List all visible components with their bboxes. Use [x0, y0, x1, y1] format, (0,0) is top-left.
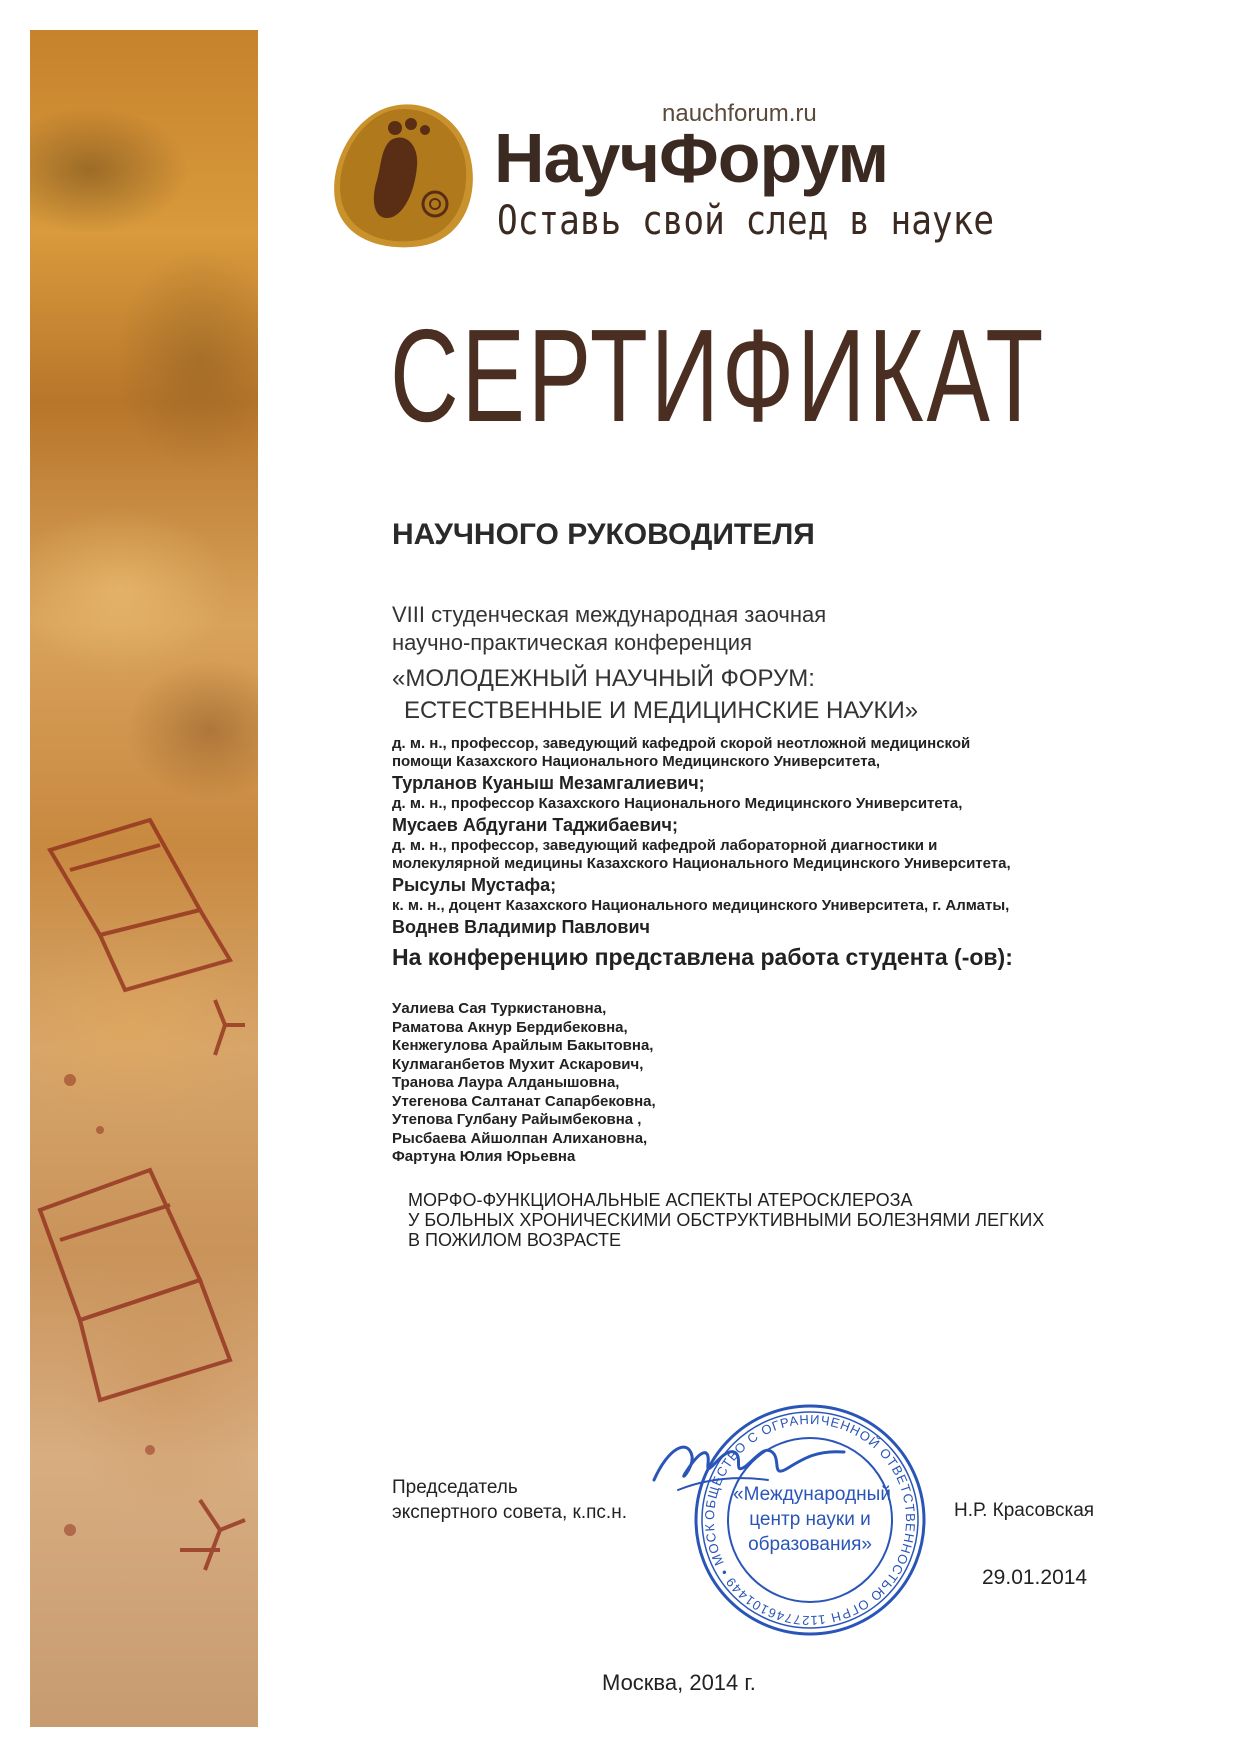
- stamp-center-line: «Международный: [733, 1484, 891, 1505]
- signatory-role: [392, 1475, 627, 1525]
- work-title-line: В ПОЖИЛОМ ВОЗРАСТЕ: [408, 1230, 622, 1250]
- student-name: Кенжегулова Арайлым Бакытовна,: [392, 1037, 654, 1054]
- conference-line: VIII студенческая международная заочная: [392, 602, 827, 627]
- supervisor-title: молекулярной медицины Казахского Национального Медицинского Университета,: [392, 855, 1011, 872]
- supervisor-name: Мусаев Абдугани Таджибаевич;: [392, 815, 678, 835]
- logo-mark: [333, 100, 475, 250]
- student-name: Утегенова Салтанат Сапарбековна,: [392, 1092, 656, 1110]
- student-name: Рысбаева Айшолпан Алихановна,: [392, 1129, 648, 1147]
- stamp-ring-text: ОБЩЕСТВО С ОГРАНИЧЕННОЙ ОТВЕТСТВЕННОСТЬЮ ОГРН 1127746101449 • МОСК: [701, 1411, 919, 1629]
- signatory-name: Н.Р. Красовская: [954, 1500, 1095, 1521]
- work-title-line: У БОЛЬНЫХ ХРОНИЧЕСКИМИ ОБСТРУКТИВНЫМИ БОЛЕЗНЯМИ ЛЕГКИХ: [408, 1210, 1045, 1230]
- conference-name: [392, 663, 918, 727]
- signatory-role-line: Председатель: [392, 1477, 518, 1498]
- student-name: Кулмаганбетов Мухит Аскарович,: [392, 1055, 644, 1073]
- conference-description: [392, 601, 826, 657]
- work-title-line: МОРФО-ФУНКЦИОНАЛЬНЫЕ АСПЕКТЫ АТЕРОСКЛЕРОЗА: [408, 1190, 913, 1210]
- supervisor-title: помощи Казахского Национального Медицинского Университета,: [392, 753, 881, 770]
- supervisor-title: д. м. н., профессор, заведующий кафедрой лабораторной диагностики и: [392, 837, 938, 854]
- logo-tagline: Оставь свой след в науке: [497, 198, 995, 244]
- supervisor-title: к. м. н., доцент Казахского Национального медицинского Университета, г. Алматы,: [392, 897, 1010, 914]
- supervisors-list: [392, 735, 1011, 939]
- logo-url: nauchforum.ru: [662, 100, 817, 127]
- supervisor-name: Рысулы Мустафа;: [392, 875, 557, 895]
- issue-date: 29.01.2014: [982, 1566, 1088, 1589]
- handwritten-signature: [648, 1428, 848, 1498]
- supervisor-title: д. м. н., профессор Казахского Национального Медицинского Университета,: [392, 795, 963, 812]
- supervisor-name: Воднев Владимир Павлович: [392, 917, 650, 937]
- stamp-center-line: центр науки и: [749, 1509, 871, 1530]
- conference-name-line: «МОЛОДЕЖНЫЙ НАУЧНЫЙ ФОРУМ:: [392, 665, 815, 692]
- student-name: Раматова Акнур Бердибековна,: [392, 1018, 628, 1036]
- work-title: [408, 1190, 1044, 1250]
- conference-line: научно-практическая конференция: [392, 630, 753, 655]
- rock-art-drawing: [30, 30, 258, 1727]
- supervisor-title: д. м. н., профессор, заведующий кафедрой скорой неотложной медицинской: [392, 735, 971, 752]
- students-list: [392, 1000, 656, 1167]
- stamp-center-line: образования»: [748, 1534, 872, 1555]
- supervisor-name: Турланов Куаныш Мезамгалиевич;: [392, 773, 705, 793]
- student-name: Утепова Гулбану Райымбековна ,: [392, 1111, 642, 1128]
- issue-place: Москва, 2014 г.: [602, 1670, 756, 1695]
- decorative-strip: [30, 30, 258, 1727]
- student-name: Фартуна Юлия Юрьевна: [392, 1148, 576, 1165]
- signatory-role-line: экспертного совета, к.пс.н.: [392, 1502, 627, 1523]
- logo-name: НаучФорум: [494, 119, 889, 197]
- student-name: Транова Лаура Алданышовна,: [392, 1074, 620, 1091]
- student-name: Уалиева Сая Туркистановна,: [392, 1000, 607, 1017]
- presented-label: На конференцию представлена работа студента (-ов):: [392, 944, 1013, 970]
- conference-name-line: ЕСТЕСТВЕННЫЕ И МЕДИЦИНСКИЕ НАУКИ»: [404, 697, 919, 724]
- certificate-role: НАУЧНОГО РУКОВОДИТЕЛЯ: [392, 518, 815, 551]
- certificate-title: СЕРТИФИКАТ: [390, 302, 1047, 449]
